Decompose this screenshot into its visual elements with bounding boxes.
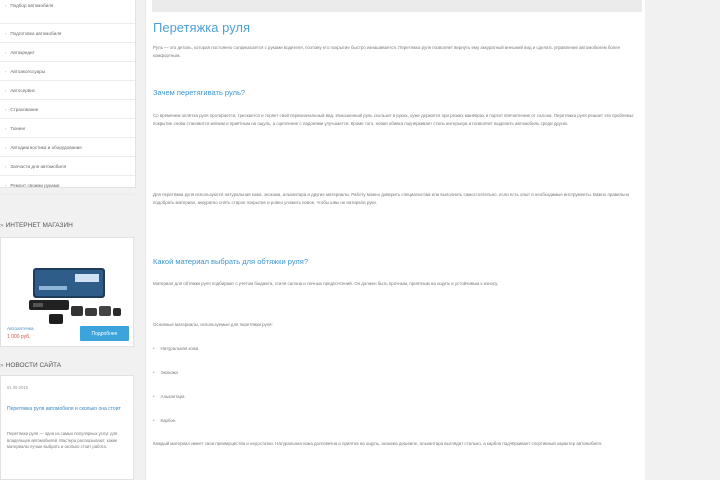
menu-item-label: Ремонт своими руками	[10, 182, 60, 188]
chevron-right-icon: ›	[5, 125, 7, 131]
intro-paragraph: Руль — это деталь, которая постоянно соприкасается с руками водителя, поэтому его покрытие быстро изнашивается. Перетяжка руля позволяет вернуть ему аккуратный внешний вид и сделать управление автомобилем более комфортным.	[153, 45, 621, 58]
article	[145, 0, 645, 480]
menu-item-label: Автодиагностика и оборудование	[10, 144, 82, 150]
menu-item[interactable]	[0, 43, 135, 62]
bullet-icon: »	[0, 362, 4, 369]
news-section-title	[0, 362, 61, 369]
menu-item[interactable]	[0, 24, 135, 43]
product-price: 1 000 руб.	[7, 334, 31, 340]
news-headline-link[interactable]: Перетяжка руля автомобиля и сколько она стоит	[7, 406, 121, 412]
shop-section-title-text: ИНТЕРНЕТ МАГАЗИН	[5, 222, 73, 229]
bullet-icon: •	[153, 394, 155, 399]
chevron-right-icon: ›	[5, 68, 7, 74]
list-item	[153, 394, 185, 399]
bullet-icon: »	[0, 222, 4, 229]
menu-item[interactable]	[0, 119, 135, 138]
list-item-text: Натуральная кожа	[160, 346, 199, 351]
list-item	[153, 370, 178, 375]
chevron-right-icon: ›	[5, 182, 7, 188]
list-item	[153, 418, 175, 423]
menu-item-label: Подбор автомобиля	[10, 3, 54, 8]
news-widget	[0, 375, 134, 480]
menu-item[interactable]	[0, 62, 135, 81]
chevron-right-icon: ›	[5, 30, 7, 36]
category-menu	[0, 0, 136, 188]
shop-section-title	[0, 222, 73, 229]
menu-item[interactable]	[0, 157, 135, 176]
shop-widget	[0, 237, 134, 347]
material-paragraph-3: Каждый материал имеет свои преимущества и недостатки. Натуральная кожа долговечна и приятна на ощупь, экокожа дешевле, алькантара выглядит стильно, а карбон подчёркивает спортивный характер автомобиля.	[153, 441, 603, 446]
menu-item[interactable]	[0, 100, 135, 119]
top-divider	[152, 0, 642, 12]
why-paragraph-2: Для перетяжки руля используются натуральная кожа, экокожа, алькантара и другие материалы. Работу можно доверить специалистам или выполнить самостоятельно, если есть опыт и необходимые инструменты. Важно правильно подобрать материал, аккуратно снять старое покрытие и ровно уложить новое, чтобы швы не натирали руки.	[153, 192, 630, 205]
product-image[interactable]	[19, 256, 123, 328]
bullet-icon: •	[153, 418, 155, 423]
menu-item-label: Страхование	[10, 106, 39, 112]
menu-item-label: Автокредит	[10, 49, 35, 55]
chevron-right-icon: ›	[5, 3, 7, 8]
list-item	[153, 346, 198, 351]
list-item-text: Карбон	[160, 418, 176, 423]
menu-item-label: Запчасти для автомобиля	[10, 163, 67, 169]
product-name-link[interactable]: Автоаптечка	[7, 326, 34, 331]
news-section-title-text: НОВОСТИ САЙТА	[5, 362, 62, 369]
heading-why: Зачем перетягивать руль?	[153, 88, 246, 97]
menu-item-label: Подготовка автомобиля	[10, 30, 62, 36]
heading-material: Какой материал выбрать для обтяжки руля?	[153, 257, 309, 266]
news-excerpt: Перетяжка руля — одна из самых популярных услуг для владельцев автомобилей. Мастера рассказывают, какие материалы лучше выбрать и сколько стоит работа.	[7, 431, 118, 450]
page-title: Перетяжка руля	[153, 20, 251, 35]
news-date: 01.09.2015	[7, 385, 28, 390]
chevron-right-icon: ›	[5, 144, 7, 150]
chevron-right-icon: ›	[5, 163, 7, 169]
why-paragraph-1: Со временем оплётка руля протирается, трескается и теряет свой первоначальный вид. Изношенный руль скользит в руках, хуже держится при резких манёврах и портит впечатление от салона. Перетяжка руля решает эти проблемы: покрытие снова становится мягким и приятным на ощупь, а сцепление с ладонями улучшается. Кроме того, новая обивка подчёркивает стиль интерьера и позволяет выделить автомобиль среди других.	[153, 113, 635, 126]
buy-button[interactable]: Подробнее	[80, 326, 129, 341]
material-paragraph-2: Основные материалы, используемые для перетяжки руля:	[153, 322, 273, 327]
material-paragraph-1: Материал для обтяжки руля подбирают с учётом бюджета, стиля салона и личных предпочтений. Он должен быть прочным, приятным на ощупь и устойчивым к износу.	[153, 281, 499, 286]
menu-item-label: Автосервис	[10, 87, 36, 93]
menu-item-label: Автоаксессуары	[10, 68, 46, 74]
chevron-right-icon: ›	[5, 87, 7, 93]
menu-item[interactable]	[0, 138, 135, 157]
menu-item[interactable]	[0, 0, 135, 24]
sidebar	[0, 0, 138, 480]
menu-item[interactable]	[0, 81, 135, 100]
bullet-icon: •	[153, 346, 155, 351]
bullet-icon: •	[153, 370, 155, 375]
list-item-text: Алькантара	[160, 394, 185, 399]
list-item-text: Экокожа	[160, 370, 178, 375]
menu-item[interactable]	[0, 176, 135, 195]
chevron-right-icon: ›	[5, 49, 7, 55]
menu-item-label: Тюнинг	[10, 125, 26, 131]
chevron-right-icon: ›	[5, 106, 7, 112]
